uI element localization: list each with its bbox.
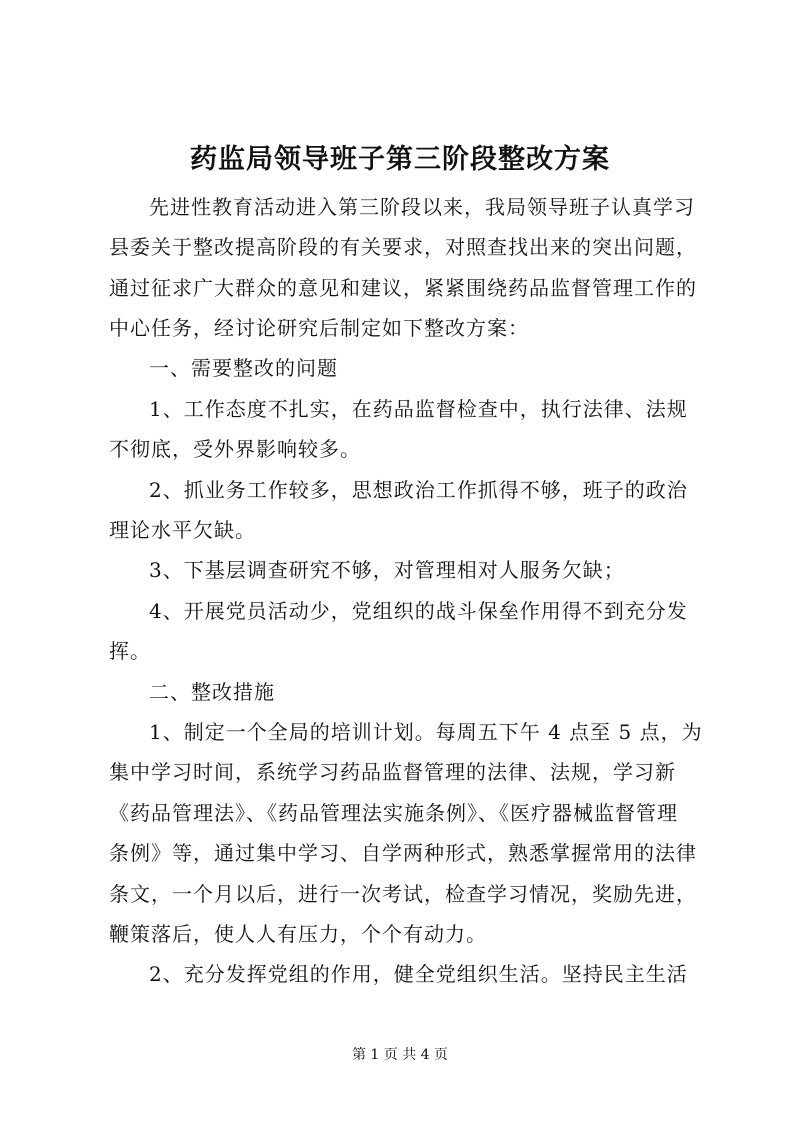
page-footer: 第 1 页 共 4 页 bbox=[351, 1047, 449, 1063]
measure-1-line-1: 1、制定一个全局的培训计划。每周五下午 4 点至 5 点，为 bbox=[149, 720, 703, 744]
problem-2-line-2: 理论水平欠缺。 bbox=[109, 518, 256, 542]
problem-3-line-1: 3、下基层调查研究不够，对管理相对人服务欠缺； bbox=[149, 558, 625, 582]
problem-4-line-1: 4、开展党员活动少，党组织的战斗保垒作用得不到充分发 bbox=[149, 599, 688, 623]
paragraph-intro-line-4: 中心任务，经讨论研究后制定如下整改方案： bbox=[109, 316, 529, 340]
problem-2-line-1: 2、抓业务工作较多，思想政治工作抓得不够，班子的政治 bbox=[149, 478, 688, 502]
document-title: 药监局领导班子第三阶段整改方案 bbox=[190, 144, 610, 175]
measure-2-line-1: 2、充分发挥党组的作用，健全党组织生活。坚持民主生活 bbox=[149, 962, 688, 986]
measure-1-line-6: 鞭策落后，使人人有压力，个个有动力。 bbox=[109, 922, 487, 946]
measure-1-line-5: 条文，一个月以后，进行一次考试，检查学习情况，奖励先进， bbox=[109, 882, 697, 906]
paragraph-intro-line-2: 县委关于整改提高阶段的有关要求，对照查找出来的突出问题， bbox=[109, 235, 697, 259]
paragraph-intro-line-1: 先进性教育活动进入第三阶段以来，我局领导班子认真学习 bbox=[149, 195, 695, 219]
measure-1-line-4: 条例》等，通过集中学习、自学两种形式，熟悉掌握常用的法律 bbox=[109, 841, 697, 865]
paragraph-intro-line-3: 通过征求广大群众的意见和建议，紧紧围绕药品监督管理工作的 bbox=[109, 276, 697, 300]
section-heading-measures: 二、整改措施 bbox=[149, 680, 275, 704]
measure-1-line-3: 《药品管理法》、《药品管理法实施条例》、《医疗器械监督管理 bbox=[109, 801, 678, 825]
section-heading-problems: 一、需要整改的问题 bbox=[149, 356, 338, 380]
problem-1-line-2: 不彻底，受外界影响较多。 bbox=[109, 437, 361, 461]
problem-1-line-1: 1、工作态度不扎实，在药品监督检查中，执行法律、法规 bbox=[149, 397, 688, 421]
problem-4-line-2: 挥。 bbox=[109, 639, 151, 663]
measure-1-line-2: 集中学习时间，系统学习药品监督管理的法律、法规，学习新 bbox=[109, 760, 676, 784]
